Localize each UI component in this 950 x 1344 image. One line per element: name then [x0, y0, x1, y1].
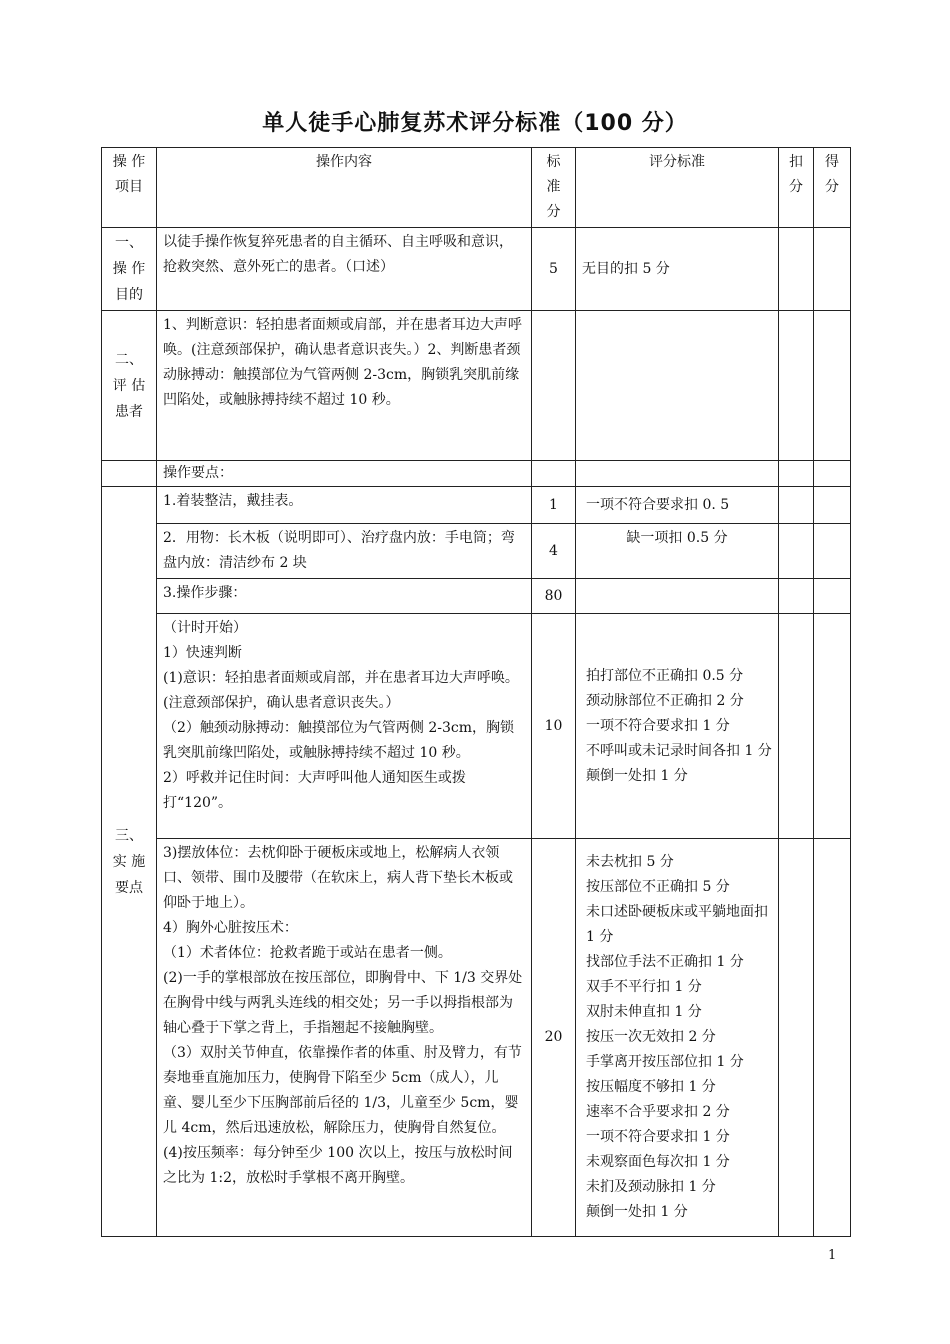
implement-row-content: 3.操作步骤： — [157, 579, 532, 614]
header-item: 操 作 项目 — [102, 148, 157, 228]
table-row — [102, 461, 851, 487]
points-cell — [532, 461, 576, 487]
deduct-cell — [779, 228, 814, 311]
document-title: 单人徒手心肺复苏术评分标准（100 分） — [262, 111, 688, 136]
table-row — [102, 487, 851, 524]
score-cell — [814, 614, 851, 839]
implement-row-criteria: 缺一项扣 0.5 分 — [576, 524, 779, 579]
score-cell — [814, 839, 851, 1237]
purpose-points: 5 — [532, 228, 576, 311]
assess-content: 1、判断意识：轻拍患者面颊或肩部，并在患者耳边大声呼唤。(注意颈部保护，确认患者意识丧失。）2、判断患者颈动脉搏动：触摸部位为气管两侧 2-3cm，胸锁乳突肌前缘凹陷处，或触脉搏持续不超过 10 秒。 — [157, 311, 532, 461]
step-a-content: （计时开始） 1）快速判断 (1)意识：轻拍患者面颊或肩部，并在患者耳边大声呼唤。(注意颈部保护，确认患者意识丧失。） （2）触颈动脉搏动：触摸部位为气管两侧 2-3cm，胸锁乳突肌前缘凹陷处，或触脉搏持续不超过 10 秒。 2）呼救并记住时间：大声呼叫他人通知医生或拨打“120”。 — [157, 614, 532, 839]
implement-row-points: 1 — [532, 487, 576, 524]
table-row — [102, 579, 851, 614]
implement-row-content: 2．用物：长木板（说明即可）、治疗盘内放：手电筒；弯盘内放：清洁纱布 2 块 — [157, 524, 532, 579]
score-cell — [814, 461, 851, 487]
implement-row-content: 1.着装整洁，戴挂表。 — [157, 487, 532, 524]
step-b-points: 20 — [532, 839, 576, 1237]
implement-row-points: 4 — [532, 524, 576, 579]
score-cell — [814, 579, 851, 614]
criteria-cell — [576, 311, 779, 461]
step-b-criteria: 未去枕扣 5 分 按压部位不正确扣 5 分 未口述卧硬板床或平躺地面扣 1 分 找部位手法不正确扣 1 分 双手不平行扣 1 分 双肘未伸直扣 1 分 按压一次无效扣 2 分 手掌离开按压部位扣 1 分 按压幅度不够扣 1 分 速率不合乎要求扣 2 分 一项不符合要求扣 1 分 未观察面色每次扣 1 分 未扪及颈动脉扣 1 分 颠倒一处扣 1 分 — [576, 839, 779, 1237]
points-cell — [532, 311, 576, 461]
table-row — [102, 228, 851, 311]
header-deduct: 扣 分 — [779, 148, 814, 228]
deduct-cell — [779, 524, 814, 579]
section-label-purpose: 一、 操 作 目的 — [102, 228, 157, 311]
step-a-criteria: 拍打部位不正确扣 0.5 分 颈动脉部位不正确扣 2 分 一项不符合要求扣 1 分 不呼叫或未记录时间各扣 1 分 颠倒一处扣 1 分 — [576, 614, 779, 839]
header-standard: 标 准 分 — [532, 148, 576, 228]
header-content: 操作内容 — [157, 148, 532, 228]
implement-row-points: 80 — [532, 579, 576, 614]
score-cell — [814, 228, 851, 311]
table-row — [102, 839, 851, 1237]
implement-row-criteria — [576, 579, 779, 614]
header-score: 得 分 — [814, 148, 851, 228]
table-row — [102, 614, 851, 839]
step-b-content: 3)摆放体位：去枕仰卧于硬板床或地上，松解病人衣领口、领带、围巾及腰带（在软床上，病人背下垫长木板或仰卧于地上）。 4）胸外心脏按压术： （1）术者体位：抢救者跪于或站在患者一侧。 (2)一手的掌根部放在按压部位，即胸骨中、下 1/3 交界处在胸骨中线与两乳头连线的相交处；另一手以拇指根部为轴心叠于下掌之背上，手指翘起不接触胸壁。 （3）双肘关节伸直，依靠操作者的体重、肘及臂力，有节奏地垂直施加压力，使胸骨下陷至少 5cm（成人），儿童、婴儿至少下压胸部前后径的 1/3，儿童至少 5cm，婴儿 4cm，然后迅速放松，解除压力，使胸骨自然复位。 (4)按压频率：每分钟至少 100 次以上，按压与放松时间之比为 1:2，放松时手掌根不离开胸壁。 — [157, 839, 532, 1237]
score-cell — [814, 524, 851, 579]
table-header-row — [102, 148, 851, 228]
score-cell — [814, 311, 851, 461]
scoring-table — [101, 147, 851, 1237]
section-label-assess: 二、 评 估 患者 — [102, 311, 157, 461]
table-row — [102, 524, 851, 579]
deduct-cell — [779, 487, 814, 524]
deduct-cell — [779, 311, 814, 461]
page-number: 1 — [828, 1248, 837, 1263]
purpose-criteria: 无目的扣 5 分 — [576, 228, 779, 311]
section-label-implement: 三、 实 施 要点 — [102, 487, 157, 1237]
step-a-points: 10 — [532, 614, 576, 839]
table-row — [102, 311, 851, 461]
implement-row-criteria: 一项不符合要求扣 0. 5 — [576, 487, 779, 524]
key-points-label: 操作要点： — [157, 461, 532, 487]
deduct-cell — [779, 461, 814, 487]
header-criteria: 评分标准 — [576, 148, 779, 228]
score-cell — [814, 487, 851, 524]
criteria-cell — [576, 461, 779, 487]
deduct-cell — [779, 839, 814, 1237]
label-cell — [102, 461, 157, 487]
deduct-cell — [779, 614, 814, 839]
purpose-content: 以徒手操作恢复猝死患者的自主循环、自主呼吸和意识，抢救突然、意外死亡的患者。（口述） — [157, 228, 532, 311]
deduct-cell — [779, 579, 814, 614]
